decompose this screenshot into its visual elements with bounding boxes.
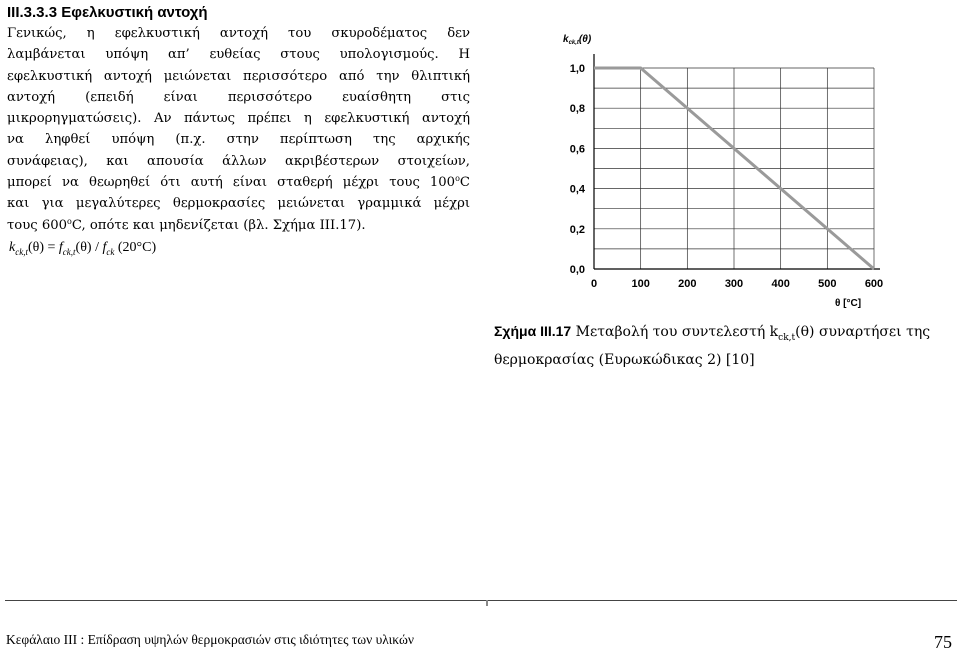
degree-mark: ο bbox=[67, 216, 72, 226]
y-tick-label: 0,8 bbox=[569, 103, 585, 116]
unit-text: C bbox=[459, 175, 470, 191]
line-text: τους 600 bbox=[7, 217, 68, 233]
paragraph-line: εφελκυστική αντοχή μειώνεται περισσότερο από την θλιπτική bbox=[7, 68, 470, 84]
formula-k: k bbox=[9, 240, 16, 255]
caption-text-tail: (θ) συναρτήσει της bbox=[795, 324, 931, 340]
paragraph-line: λαμβάνεται υπόψη απ’ ευθείας στους υπολογισμούς. Η bbox=[7, 47, 470, 63]
caption-text: Μεταβολή του συντελεστή k bbox=[571, 324, 779, 340]
degree-mark: ο bbox=[455, 174, 460, 184]
paragraph-line bbox=[7, 215, 470, 236]
x-tick-label: 0 bbox=[590, 278, 598, 290]
paragraph-line bbox=[7, 172, 470, 193]
footer-divider bbox=[5, 600, 957, 601]
caption-label: Σχήμα ΙΙΙ.17 bbox=[494, 323, 572, 339]
x-tick-label: 600 bbox=[864, 278, 884, 290]
formula-equals: = bbox=[44, 240, 59, 255]
caption-line-2: θερμοκρασίας (Ευρωκώδικας 2) [10] bbox=[494, 351, 755, 368]
x-tick-label: 300 bbox=[724, 278, 744, 290]
chart-grid bbox=[594, 68, 874, 269]
paragraph-line: μικρορηγματώσεις). Αν πάντως πρέπει η εφελκυστική αντοχή bbox=[7, 111, 470, 127]
x-tick-label: 500 bbox=[818, 278, 837, 290]
reduction-chart bbox=[548, 26, 898, 316]
caption-subscript: ck,t bbox=[778, 332, 796, 343]
formula-f-subscript: ck,t bbox=[62, 246, 76, 257]
y-tick-label: 0,4 bbox=[569, 183, 585, 196]
page-number: 75 bbox=[934, 632, 952, 652]
x-tick-label: 400 bbox=[771, 278, 790, 290]
y-tick-label: 0,6 bbox=[569, 143, 585, 156]
section-heading bbox=[7, 2, 470, 23]
formula bbox=[9, 240, 156, 257]
formula-f2: f bbox=[102, 240, 107, 255]
formula-f2-subscript: ck bbox=[106, 246, 115, 257]
y-tick-labels bbox=[570, 63, 586, 276]
line-text: μπορεί να θεωρηθεί ότι αυτή είναι σταθερή μέχρι τους 100 bbox=[7, 175, 456, 191]
caption-line bbox=[494, 320, 956, 349]
x-tick-label: 200 bbox=[678, 278, 697, 290]
formula-k-subscript: ck,t bbox=[15, 246, 28, 257]
y-tick-label: 0,0 bbox=[569, 264, 585, 276]
paragraph-line: αντοχή (επειδή είναι περισσότερο ευαίσθητη στις bbox=[7, 89, 470, 105]
y-axis-label: $k_{ck,t}(\theta)$ bbox=[563, 34, 592, 46]
unit-text: C, οπότε και μηδενίζεται (βλ. Σχήμα ΙΙΙ.17). bbox=[71, 217, 366, 233]
left-column bbox=[7, 2, 470, 236]
section-number: ΙΙΙ.3.3.3 bbox=[7, 4, 58, 21]
formula-theta: (θ) bbox=[27, 240, 44, 255]
footer-divider-mark bbox=[486, 600, 488, 606]
paragraph-line: να ληφθεί υπόψη (π.χ. στην περίπτωση της αρχικής bbox=[7, 132, 470, 148]
paragraph-line: Γενικώς, η εφελκυστική αντοχή του σκυροδέματος δεν bbox=[7, 26, 470, 41]
x-tick-labels bbox=[591, 278, 883, 290]
formula-temperature: (20°C) bbox=[114, 240, 157, 255]
body-paragraph bbox=[7, 23, 470, 236]
y-tick-label: 1,0 bbox=[569, 63, 585, 75]
formula-theta-2: (θ) bbox=[75, 240, 92, 255]
figure-caption bbox=[494, 320, 956, 371]
footer-chapter: Κεφάλαιο ΙΙΙ : Επίδραση υψηλών θερμοκρασιών στις ιδιότητες των υλικών bbox=[6, 632, 414, 647]
formula-f: f bbox=[58, 240, 63, 255]
x-tick-label: 100 bbox=[631, 278, 650, 290]
formula-slash: / bbox=[91, 240, 103, 255]
paragraph-line: και για μεγαλύτερες θερμοκρασίες μειώνεται γραμμικά μέχρι bbox=[7, 196, 470, 212]
x-axis-label: θ [°C] bbox=[835, 298, 862, 309]
paragraph-line: συνάφειας), και απουσία άλλων ακριβέστερων στοιχείων, bbox=[7, 153, 470, 169]
y-tick-label: 0,2 bbox=[569, 223, 585, 236]
section-title: Εφελκυστική αντοχή bbox=[61, 4, 208, 21]
